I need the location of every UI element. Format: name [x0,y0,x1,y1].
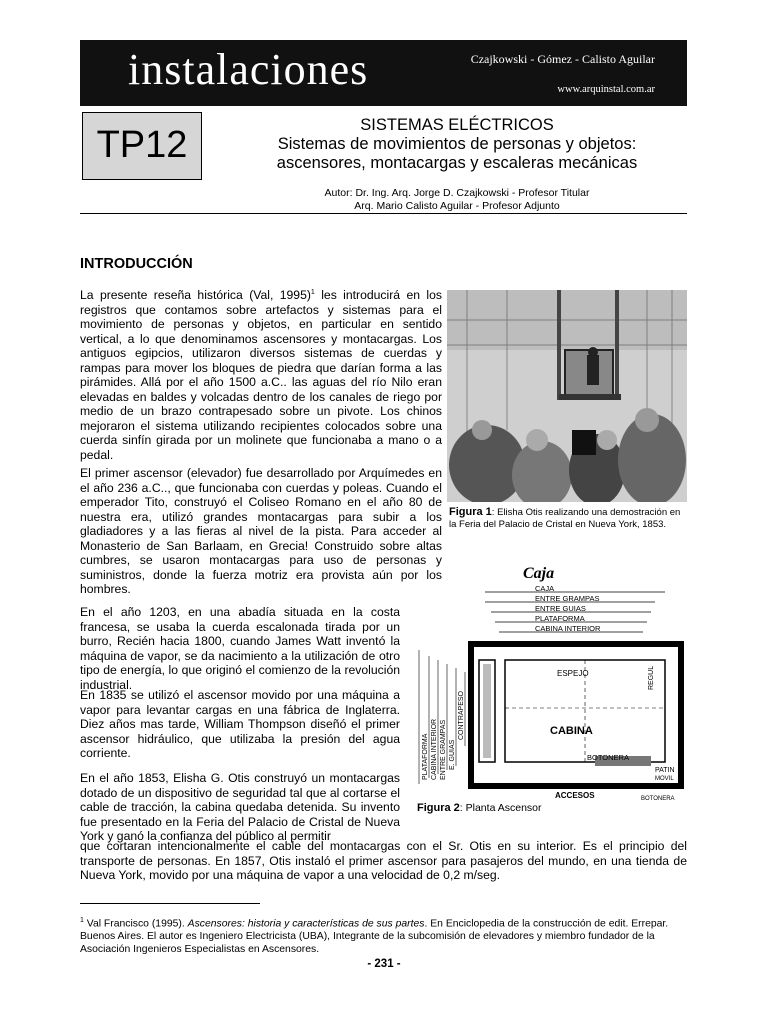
top-label-plataforma: PLATAFORMA [535,614,585,623]
title-line-1: SISTEMAS ELÉCTRICOS [360,116,554,134]
otis-demonstration-photo [447,290,687,502]
paragraph-5-full: que cortaran intencionalmente el cable del montacargas con el Sr. Otis en su interior. Es el principio del transporte de personas. En 1857, Otis instaló el primer ascensor para pasajeros del mundo, en una tienda de Nueva York, movido por una máquina de vapor a una velocidad de 0,2 m/seg. [80,839,687,882]
side-label-contrapeso: CONTRAPESO [458,690,465,740]
header-banner [80,40,687,106]
top-label-entre-grampas: ENTRE GRAMPAS [535,594,600,603]
document-title [232,116,682,173]
figure-1-caption [449,506,689,531]
side-label-cabina-interior: CABINA INTERIOR [431,718,438,780]
side-label-plataforma: PLATAFORMA [422,733,429,780]
footnote-post: . En Enciclopedia de la construcción de edit. Errepar. Buenos Aires. El autor es Ingeniero Electricista (UBA), Integrante de la subcomisión de elevadores y miembro fundador de la Asociación Ingenieros Especialistas en Ascensores. [80,918,669,956]
title-line-2: Sistemas de movimientos de personas y objetos: [277,135,637,153]
top-label-caja: CAJA [535,584,555,593]
author-line-2: Arq. Mario Calisto Aguilar - Profesor Adjunto [354,200,560,212]
paragraph-1-start: La presente reseña histórica (Val, 1995) [80,288,311,303]
top-label-entre-guias: ENTRE GUIAS [535,604,586,613]
paragraph-4: En 1835 se utilizó el ascensor movido por una máquina a vapor para levantar cargas en una fábrica de Inglaterra. Diez años mas tarde, William Thompson diseñó el primer ascensor hidráulico, que utilizaba la presión del agua corriente. [80,688,400,760]
elevator-plan-diagram [415,560,687,800]
photo-illustration [447,290,687,502]
footnote [80,914,687,956]
footnote-number: 1 [80,917,84,924]
label-patin: PATIN [655,767,675,774]
figure-2-caption [417,802,677,814]
top-label-cabina-interior: CABINA INTERIOR [535,624,601,633]
figure-1-text: : Elisha Otis realizando una demostración en la Feria del Palacio de Cristal en Nueva York, 1853. [449,507,681,530]
tp-label: TP12 [82,112,202,180]
plan-title: Caja [523,565,555,582]
page-number: - 231 - [367,958,401,970]
banner-authors: Czajkowski - Gómez - Calisto Aguilar [470,52,655,66]
footnote-title: Ascensores: historia y características de sus partes [187,918,425,930]
paragraph-5-left: En el año 1853, Elisha G. Otis construyó un montacargas dotado de un dispositivo de seguridad tal que al cortarse el cable de tracción, la cabina quedaba detenida. Su invento fue presentado en la Feria del Palacio de Cristal de Nueva York y ganó la confianza del público al permitir [80,771,400,843]
footnote-rule [80,903,260,904]
footnote-ref: 1 [310,289,315,296]
header-rule [80,213,687,214]
banner-website: www.arquinstal.com.ar [557,84,655,95]
paragraph-1-rest: les introducirá en los registros que contamos sobre artefactos y sistemas para el movimiento de personas y objetos, en particular en sentido vertical, a lo que denominamos ascensores y montacargas. Los antiguos egipcios, utilizaron diversos sistemas de cuerdas y rampas para mover los bloques de piedra que darían forma a las pirámides. Allá por el año 1500 a.C.. las aguas del río Nilo eran elevadas en baldes y volcadas dentro de los canales de riego por medio de un brazo contrapesado sobre un pivote. Los chinos mejoraron el sistema utilizando recipientes colocados sobre una cuerda sinfín girada por un molinete que funcionaba a mano o a pedal. [80,288,442,462]
paragraph-1 [80,286,442,462]
footnote-pre: Val Francisco (1995). [83,918,188,930]
label-accesos: ACCESOS [555,791,595,800]
label-botonera: BOTONERA [587,753,629,762]
label-espejo: ESPEJO [557,669,589,678]
label-cerradura: CERRADURA [575,783,617,790]
label-regul: REGUL [648,665,655,690]
figure-1-label: Figura 1 [449,506,492,518]
author-line-1: Autor: Dr. Ing. Arq. Jorge D. Czajkowski - Profesor Titular [324,187,590,199]
section-heading: INTRODUCCIÓN [80,256,193,272]
paragraph-3: En el año 1203, en una abadía situada en la costa francesa, se usaba la cuerda escalonada tirada por un burro, Recién hacia 1800, cuando James Watt inventó la máquina de vapor, se da nacimiento a la utilización de otro tipo de energía, lo que originó el comienzo de la revolución industrial. [80,605,400,692]
paragraph-2: El primer ascensor (elevador) fue desarrollado por Arquímedes en el año 236 a.C.., que funcionaba con cuerdas y poleas. Cuando el emperador Tito, construyó el Coliseo Romano en el año 80 de nuestra era, utilizó grandes montacargas para subir a los gladiadores y a las fieras al nivel de la pista. Para acceder al Monasterio de San Barlaam, en Grecia! Construido sobre altas cumbres, se usaron montacargas para uso de personas y suministros, donde la fuerza motriz era provista aún por los hombres. [80,466,442,596]
side-label-e-guias: E. GUIAS [449,739,456,770]
label-botonera-2: BOTONERA [641,796,675,800]
figure-2-text: : Planta Ascensor [459,802,542,814]
figure-2-label: Figura 2 [417,802,460,814]
label-movil: MOVIL [655,776,674,782]
side-label-entre-grampas: ENTRE GRAMPAS [440,719,447,780]
brand-title: instalaciones [128,45,369,94]
title-line-3: ascensores, montacargas y escaleras mecánicas [276,154,638,172]
label-cabina: CABINA [550,725,593,737]
